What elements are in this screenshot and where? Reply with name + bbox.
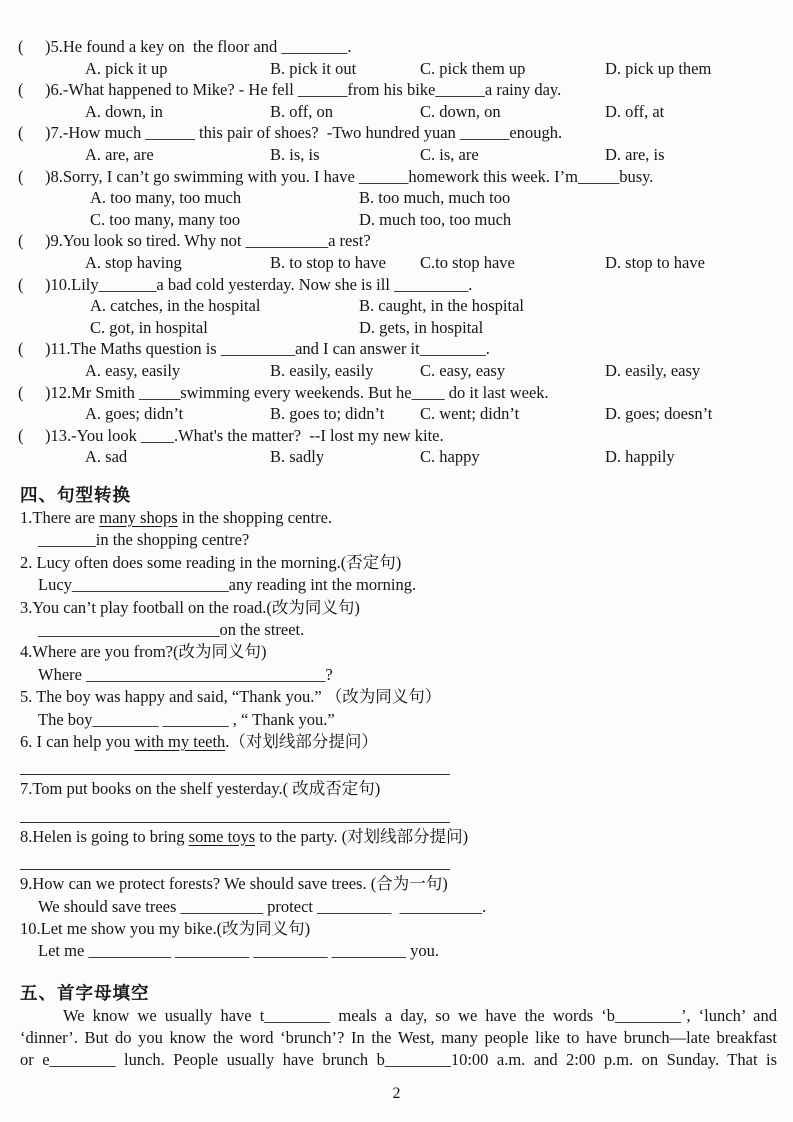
answer-bracket: ( [18, 80, 24, 100]
sentence-pre: 5. The boy was happy and said, “Thank you.” （改为同义句） [20, 687, 442, 707]
mcq-question-13 [0, 425, 793, 468]
mcq-question-5 [0, 36, 793, 79]
option-b: B. goes to; didn’t [270, 404, 385, 424]
options-grid [0, 295, 793, 338]
options-row [0, 360, 793, 382]
question-stem-row [0, 79, 793, 101]
mcq-question-10 [0, 274, 793, 339]
option-b: B. is, is [270, 144, 320, 164]
option-b: B. caught, in the hospital [359, 296, 524, 316]
transformation-item-7 [0, 778, 793, 822]
sentence-pre: 2. Lucy often does some reading in the morning.(否定句) [20, 552, 402, 572]
option-b: B. off, on [270, 101, 333, 121]
answer-line: _______in the shopping centre? [38, 530, 250, 550]
paragraph-line-1: We know we usually have t________ meals a day, so we have the words ‘b________’, ‘lunch’ and [63, 1005, 777, 1025]
answer-bracket: ( [18, 231, 24, 251]
question-stem: )9.You look so tired. Why not __________a rest? [45, 231, 371, 251]
question-stem-row [0, 166, 793, 188]
options-row [0, 58, 793, 80]
option-c: C. happy [420, 447, 480, 467]
underlined-phrase: many shops [99, 507, 178, 527]
section-heading: 五、首字母填空 [20, 982, 150, 1003]
question-stem: )5.He found a key on the floor and ________. [45, 37, 352, 56]
question-stem: )8.Sorry, I can’t go swimming with you. I have ______homework this week. I’m_____busy. [45, 166, 654, 186]
mcq-question-11 [0, 338, 793, 381]
option-d: D. pick up them [605, 58, 712, 78]
option-b: B. to stop to have [270, 252, 386, 272]
item-sentence [0, 686, 793, 708]
transformation-item-1 [0, 507, 793, 552]
options-row [0, 252, 793, 274]
underlined-phrase: with my teeth [134, 731, 226, 751]
question-stem: )11.The Maths question is _________and I can answer it________. [45, 339, 490, 359]
underlined-phrase: some toys [188, 826, 256, 846]
answer-line: The boy________ ________ , “ Thank you.” [38, 709, 335, 729]
options-row [0, 101, 793, 123]
question-stem-row [0, 274, 793, 296]
item-sentence [0, 918, 793, 940]
sentence-pre: 8.Helen is going to bring [20, 826, 189, 846]
option-a: A. easy, easily [85, 360, 181, 380]
transformation-item-8 [0, 826, 793, 870]
option-c: C. too many, many too [90, 209, 241, 229]
sentence-pre: 10.Let me show you my bike.(改为同义句) [20, 918, 311, 938]
answer-bracket: ( [18, 425, 24, 445]
question-stem: )12.Mr Smith _____swimming every weekends. But he____ do it last week. [45, 382, 549, 402]
question-stem: )10.Lily_______a bad cold yesterday. Now she is ill _________. [45, 274, 473, 294]
answer-line: We should save trees __________ protect _________ __________. [38, 896, 487, 916]
sentence-pre: 6. I can help you [20, 731, 135, 751]
option-a: A. are, are [85, 144, 154, 164]
option-a: A. stop having [85, 252, 182, 272]
transformation-item-2 [0, 552, 793, 597]
sentence-post: in the shopping centre. [177, 507, 333, 527]
answer-line: Lucy___________________any reading int the morning. [38, 575, 417, 595]
option-d: D. off, at [605, 101, 665, 121]
answer-line: Where _____________________________? [38, 664, 333, 684]
sentence-post: .（对划线部分提问） [225, 731, 378, 751]
option-b: B. too much, much too [359, 188, 511, 208]
item-sentence [0, 731, 793, 753]
question-stem-row [0, 122, 793, 144]
option-a: A. too many, too much [90, 188, 242, 208]
multiple-choice-section [0, 0, 793, 468]
question-stem-row [0, 382, 793, 404]
answer-bracket: ( [18, 123, 24, 143]
paragraph-line-3: or e________ lunch. People usually have brunch b________10:00 a.m. and 2:00 p.m. on Sunday. That is [20, 1049, 777, 1069]
answer-rule [20, 766, 450, 775]
option-d: D. much too, too much [359, 209, 512, 229]
first-letter-cloze-section [0, 981, 793, 1071]
option-a: A. catches, in the hospital [90, 296, 261, 316]
paragraph-line-2: ‘dinner’. But do you know the word ‘brunch’? In the West, many people like to have brunch—late breakfast [20, 1027, 777, 1047]
option-d: D. easily, easy [605, 360, 701, 380]
options-grid [0, 187, 793, 230]
answer-rule [20, 814, 450, 823]
item-sentence [0, 641, 793, 663]
options-row [0, 403, 793, 425]
option-c: C. pick them up [420, 58, 526, 78]
sentence-post: to the party. (对划线部分提问) [255, 826, 469, 846]
answer-rule [20, 861, 450, 870]
sentence-pre: 1.There are [20, 507, 100, 527]
answer-bracket: ( [18, 339, 24, 359]
item-sentence [0, 778, 793, 800]
option-d: D. gets, in hospital [359, 317, 484, 337]
question-stem-row [0, 36, 793, 58]
item-sentence [0, 873, 793, 895]
option-a: A. pick it up [85, 58, 168, 78]
answer-bracket: ( [18, 166, 24, 186]
answer-bracket: ( [18, 382, 24, 402]
option-c: C. down, on [420, 101, 501, 121]
sentence-pre: 7.Tom put books on the shelf yesterday.( 改成否定句) [20, 779, 381, 799]
item-sentence [0, 597, 793, 619]
mcq-question-12 [0, 382, 793, 425]
item-sentence [0, 552, 793, 574]
transformation-item-4 [0, 641, 793, 686]
sentence-pre: 9.How can we protect forests? We should save trees. (合为一句) [20, 874, 448, 894]
option-c: C. went; didn’t [420, 404, 520, 424]
answer-bracket: ( [18, 274, 24, 294]
option-c: C. is, are [420, 144, 479, 164]
mcq-question-6 [0, 79, 793, 122]
option-d: D. stop to have [605, 252, 705, 272]
option-a: A. sad [85, 447, 128, 467]
option-d: D. happily [605, 447, 675, 467]
question-stem: )7.-How much ______ this pair of shoes? -Two hundred yuan ______enough. [45, 123, 563, 143]
transformation-item-5 [0, 686, 793, 731]
item-sentence [0, 507, 793, 529]
section-heading: 四、句型转换 [20, 484, 131, 505]
transformation-item-10 [0, 918, 793, 963]
page-number: 2 [392, 1084, 401, 1102]
option-a: A. goes; didn’t [85, 404, 184, 424]
options-row [0, 144, 793, 166]
transformation-item-3 [0, 597, 793, 642]
item-sentence [0, 826, 793, 848]
option-b: B. sadly [270, 447, 325, 467]
option-c: C. got, in hospital [90, 317, 208, 337]
mcq-question-9 [0, 230, 793, 273]
sentence-pre: 3.You can’t play football on the road.(改为同义句) [20, 597, 360, 617]
mcq-question-8 [0, 166, 793, 231]
answer-line: Let me __________ _________ _________ _________ you. [38, 941, 440, 961]
option-b: B. pick it out [270, 58, 357, 78]
options-row [0, 446, 793, 468]
answer-line: ______________________on the street. [38, 619, 305, 639]
transformation-item-9 [0, 873, 793, 918]
question-stem-row [0, 425, 793, 447]
option-b: B. easily, easily [270, 360, 374, 380]
question-stem-row [0, 230, 793, 252]
option-c: C. easy, easy [420, 360, 506, 380]
question-stem: )13.-You look ____.What's the matter? --I lost my new kite. [45, 425, 444, 445]
sentence-pre: 4.Where are you from?(改为同义句) [20, 642, 267, 662]
transformation-item-6 [0, 731, 793, 775]
question-stem-row [0, 338, 793, 360]
sentence-transformation-section [0, 483, 793, 963]
mcq-question-7 [0, 122, 793, 165]
answer-bracket: ( [18, 37, 24, 56]
option-c: C.to stop have [420, 252, 515, 272]
option-d: D. goes; doesn’t [605, 404, 713, 424]
question-stem: )6.-What happened to Mike? - He fell ______from his bike______a rainy day. [45, 80, 562, 100]
option-a: A. down, in [85, 101, 163, 121]
option-d: D. are, is [605, 144, 665, 164]
